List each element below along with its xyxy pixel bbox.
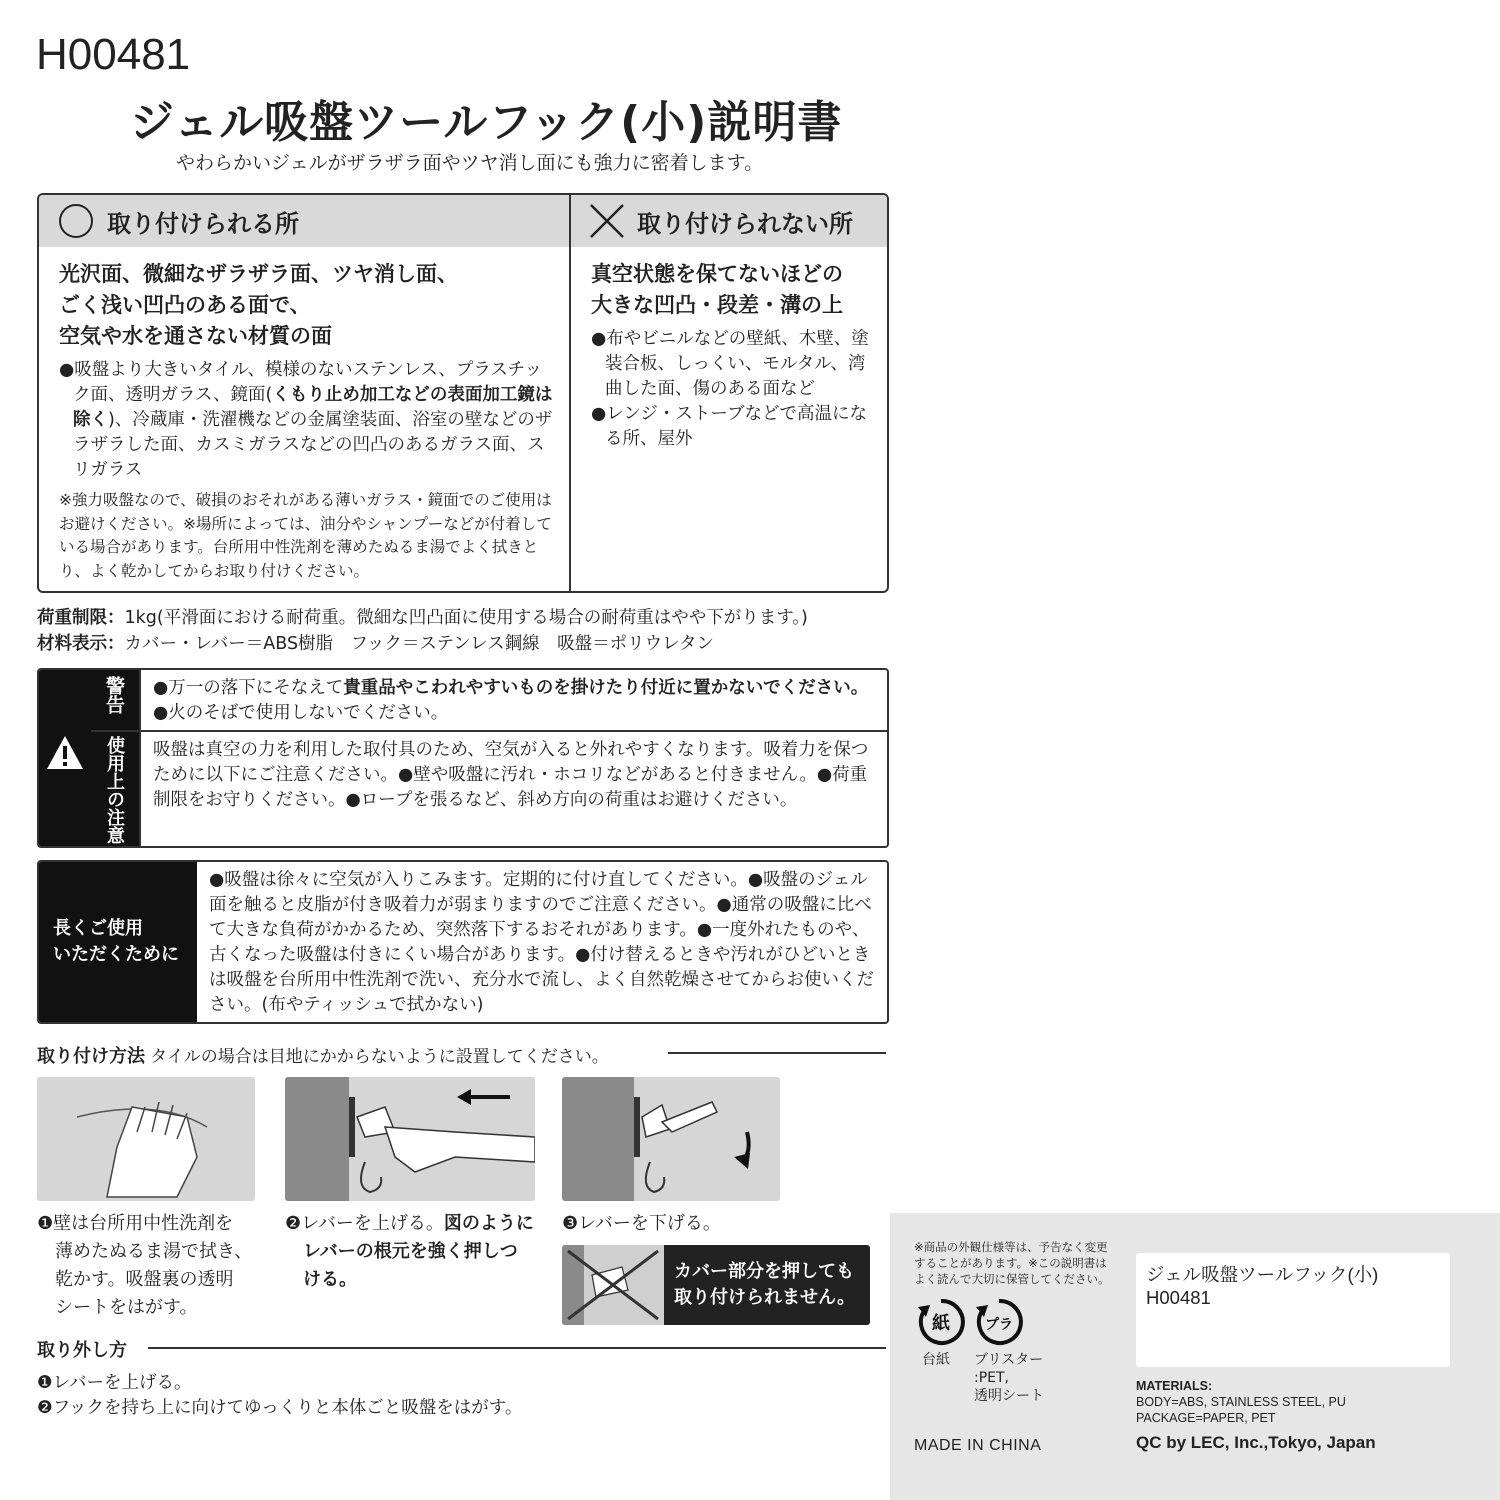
warning-triangle-icon <box>45 733 85 773</box>
mountable-lead: 光沢面、微細なザラザラ面、ツヤ消し面、 ごく浅い凹凸のある面で、 空気や水を通さない材質の面 <box>59 262 458 348</box>
materials-heading: MATERIALS: <box>1136 1379 1213 1393</box>
warning-text-part2: ●火のそばで使用しないでください。 <box>153 703 449 723</box>
warning-text <box>153 676 879 726</box>
install-step-1: ❶壁は台所用中性洗剤を 薄めたぬるま湯で拭き、 乾かす。吸盤裏の透明 シートをはがす。 <box>37 1213 253 1318</box>
not-mountable-lead: 真空状態を保てないほどの 大きな凹凸・段差・溝の上 <box>591 262 843 317</box>
column-divider <box>569 195 571 591</box>
ng-cross-icon <box>562 1245 664 1325</box>
mountable-bullet-part1: ●吸盤より大きいタイル、模様のないステンレス、プラスチック面、透明ガラス、鏡面( <box>59 360 542 405</box>
warning-text-emphasis: 貴重品やこわれやすいものを掛けたり付近に置かないでください。 <box>343 678 869 698</box>
circle-ok-icon <box>59 204 93 238</box>
load-limit-label: 荷重制限： <box>37 608 125 628</box>
wipe-hand-icon <box>37 1077 255 1201</box>
mountable-bullet <box>59 358 559 483</box>
mountable-bullet-part2: )、冷蔵庫・洗濯機などの金属塗装面、浴室の壁などのザラザラした面、カスミガラスなどの凹凸のあるガラス面、スリガラス <box>73 410 553 480</box>
material-label: 材料表示： <box>37 634 125 654</box>
ng-banner-illustration <box>562 1245 664 1325</box>
removal-rule <box>148 1347 886 1349</box>
caution-label: 使用上の注意 <box>104 736 125 844</box>
recycle-paper-glyph: 紙 <box>932 1313 950 1334</box>
mountable-bullet-emphasis: くもり止め加工などの表面加工鏡は除く <box>73 385 553 430</box>
material-value: カバー・レバー＝ABS樹脂 フック＝ステンレス鋼線 吸盤＝ポリウレタン <box>124 634 714 654</box>
not-mountable-header-label: 取り付けられない所 <box>637 209 853 238</box>
step3-illustration <box>562 1077 780 1201</box>
panel-note: ※商品の外観仕様等は、予告なく変更 することがあります。※この説明書は よく読んで大切に保管してください。 <box>914 1240 1110 1286</box>
not-mountable-header <box>571 195 887 247</box>
package-info-panel <box>890 1213 1500 1500</box>
recycle-paper-label: 台紙 <box>922 1352 950 1368</box>
mountable-header-label: 取り付けられる所 <box>107 209 299 238</box>
long-use-text: ●吸盤は徐々に空気が入りこみます。定期的に付け直してください。●吸盤のジェル面を触ると皮脂が付き吸着力が弱まりますのでご注意ください。●通常の吸盤に比べて大きな負荷がかかるため、突然落下するおそれがあります。●一度外れたものや、古くなった吸盤は付きにくい場合があります。●付け替えるときや汚れがひどいときは吸盤を台所用中性洗剤で洗い、充分水で流し、よく自然乾燥させてからお使いください。(布やティッシュで拭かない) <box>209 870 874 1015</box>
ng-banner-text: カバー部分を押しても 取り付けられません。 <box>674 1261 856 1308</box>
warning-label: 警告 <box>103 676 125 714</box>
warning-separator <box>91 730 887 732</box>
product-label-text: ジェル吸盤ツールフック(小) H00481 <box>1146 1264 1397 1308</box>
company-label: QC by LEC, Inc.,Tokyo, Japan <box>1136 1433 1376 1452</box>
not-mountable-body <box>591 259 876 452</box>
recycle-plastic-icon <box>974 1297 1024 1347</box>
mountable-note: ※強力吸盤なので、破損のおそれがある薄いガラス・鏡面でのご使用はお避けください。※場所によっては、油分やシャンプーなどが付着している場合があります。台所用中性洗剤を薄めたぬるま湯でよく拭きとり、よく乾かしてからお取り付けください。 <box>59 491 552 580</box>
materials-body: BODY=ABS, STAINLESS STEEL, PU <box>1136 1395 1346 1409</box>
not-mountable-bullet-2: ●レンジ・ストーブなどで高温になる所、屋外 <box>591 404 868 449</box>
install-subtitle: タイルの場合は目地にかからないように設置してください。 <box>150 1047 609 1067</box>
warning-text-part1: ●万一の落下にそなえて <box>153 678 344 698</box>
mount-locations-box <box>37 193 889 593</box>
long-use-label: 長くご使用 いただくために <box>53 918 179 965</box>
warning-vertical-separator <box>139 670 141 846</box>
recycle-paper-icon <box>916 1297 966 1347</box>
install-title: 取り付け方法 <box>37 1046 145 1067</box>
load-limit-value: 1kg(平滑面における耐荷重。微細な凹凸面に使用する場合の耐荷重はやや下がります。) <box>124 608 808 628</box>
press-lever-icon <box>285 1077 535 1201</box>
install-heading <box>37 1042 609 1068</box>
removal-heading <box>37 1336 127 1362</box>
long-use-sidebar <box>39 862 197 1022</box>
not-mountable-bullet-1: ●布やビニルなどの壁紙、木壁、塗装合板、しっくい、モルタル、湾曲した面、傷のある面など <box>591 329 869 399</box>
recycle-plastic-label: ブリスター :PET, 透明シート <box>974 1352 1044 1404</box>
warning-box <box>37 668 889 848</box>
page-title: ジェル吸盤ツールフック(小)説明書 <box>130 97 843 148</box>
page-subtitle: やわらかいジェルがザラザラ面やツヤ消し面にも強力に密着します。 <box>176 152 764 174</box>
product-label-card <box>1136 1253 1450 1367</box>
material-line <box>37 630 714 655</box>
product-code: H00481 <box>36 30 191 79</box>
removal-step-2: ❷フックを持ち上に向けてゆっくりと本体ごと吸盤をはがす。 <box>37 1398 523 1418</box>
load-limit-line <box>37 604 808 629</box>
materials-package: PACKAGE=PAPER, PET <box>1136 1411 1276 1425</box>
step2-illustration <box>285 1077 535 1201</box>
install-step-2 <box>285 1210 534 1294</box>
install-step-3: ❸レバーを下げる。 <box>562 1213 721 1234</box>
cross-ng-icon <box>587 201 627 241</box>
install-rule <box>668 1052 886 1054</box>
removal-title: 取り外し方 <box>37 1340 127 1361</box>
removal-step-1: ❶レバーを上げる。 <box>37 1373 192 1393</box>
recycle-plastic-glyph: プラ <box>985 1317 1013 1333</box>
install-step-2-emphasis: 図のように レバーの根元を強く押しつ ける。 <box>302 1213 534 1290</box>
mountable-header <box>39 195 569 247</box>
step1-illustration <box>37 1077 255 1201</box>
lower-lever-icon <box>562 1077 780 1201</box>
mountable-body <box>59 259 559 583</box>
made-in-label: MADE IN CHINA <box>914 1437 1042 1454</box>
long-use-box <box>37 860 889 1024</box>
ng-banner <box>562 1245 870 1325</box>
caution-text: 吸盤は真空の力を利用した取付具のため、空気が入ると外れやすくなります。吸着力を保つために以下にご注意ください。●壁や吸盤に汚れ・ホコリなどがあると付きません。●荷重制限をお守りください。●ロープを張るなど、斜め方向の荷重はお避けください。 <box>153 740 869 810</box>
install-step-2-part1: ❷レバーを上げる。 <box>285 1213 444 1234</box>
